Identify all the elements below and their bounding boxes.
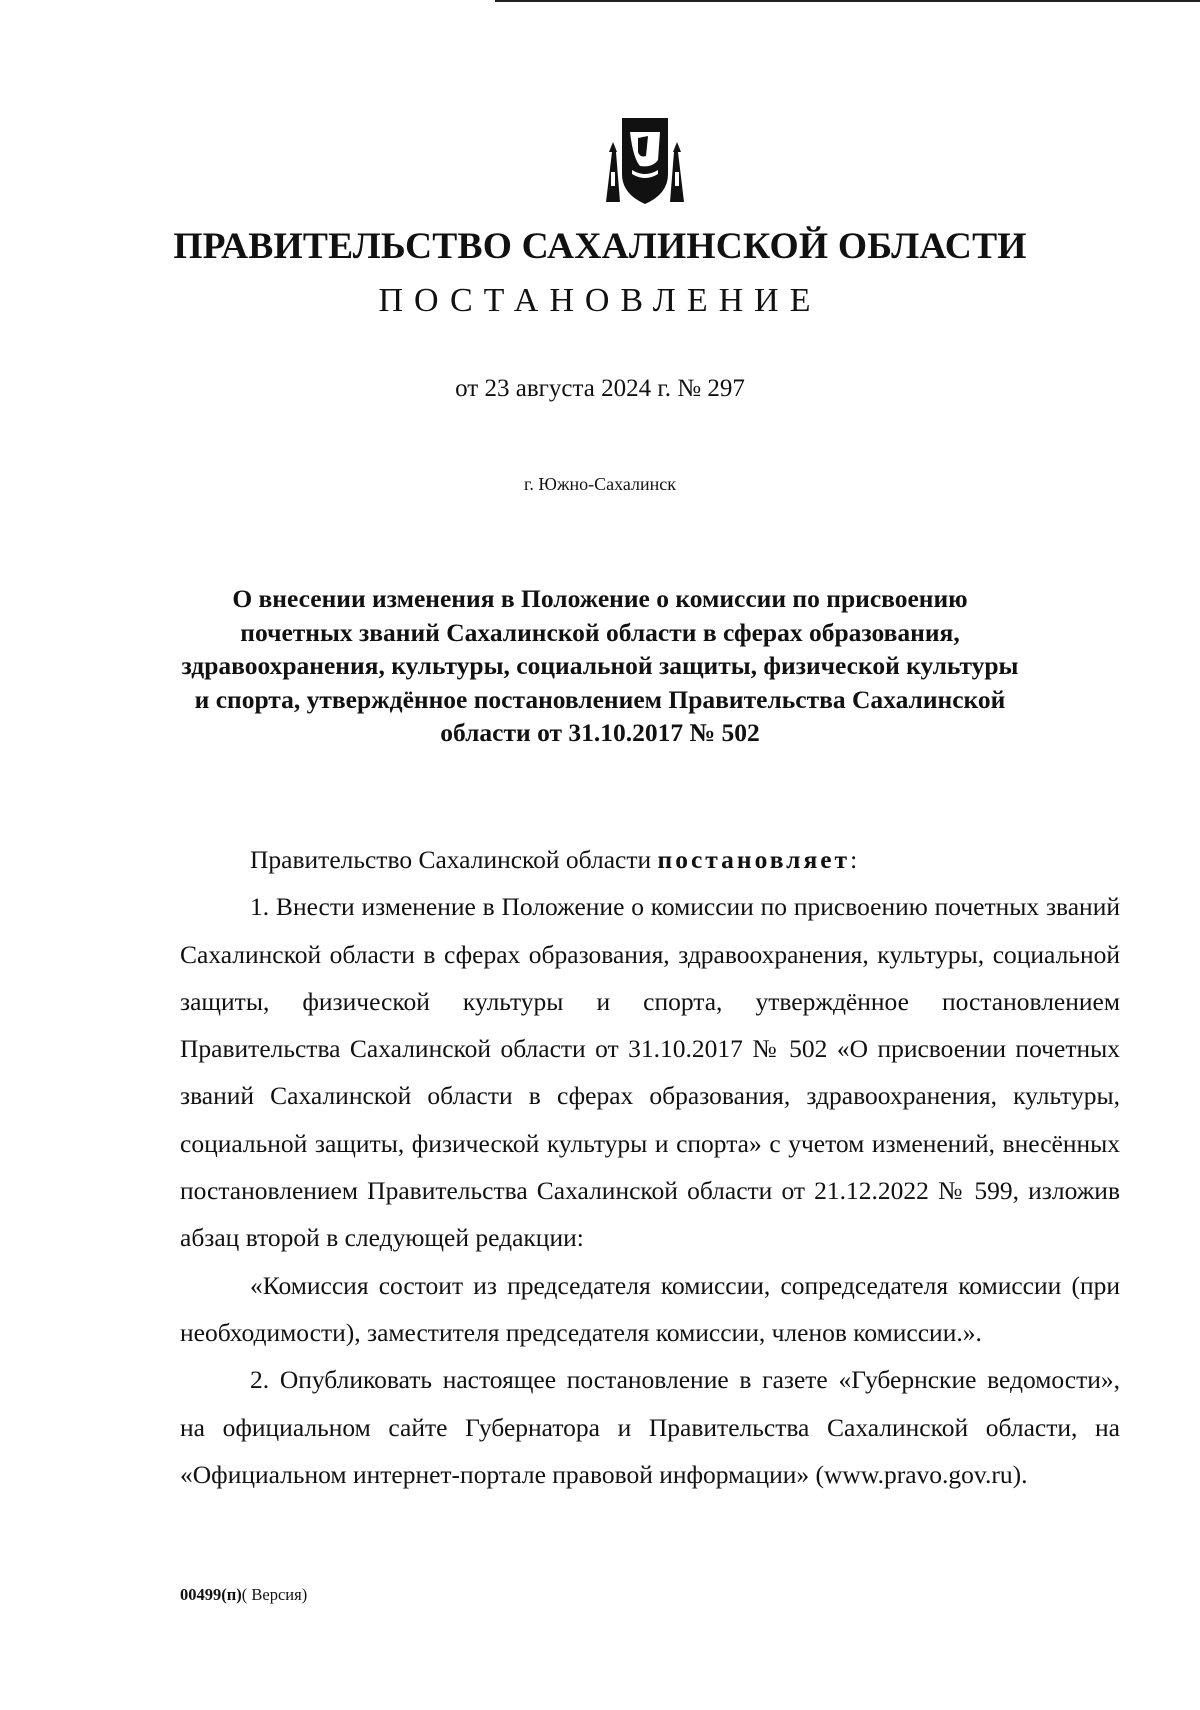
sakhalin-coat-of-arms-icon xyxy=(600,112,690,210)
document-subject xyxy=(150,582,1050,750)
subject-line: и спорта, утверждённое постановлением Правительства Сахалинской xyxy=(194,684,1006,714)
subject-line: здравоохранения, культуры, социальной защиты, физической культуры xyxy=(181,651,1019,680)
body-paragraph-2: 2. Опубликовать настоящее постановление в газете «Губернские ведомости», на официальном сайте Губернатора и Правительства Сахалинской области, на «Официальном интернет-портале правовой информации» (www.pravo.gov.ru). xyxy=(180,1365,1120,1489)
intro-paragraph xyxy=(180,836,1120,883)
intro-text: Правительство Сахалинской области xyxy=(250,845,658,874)
document-city: г. Южно-Сахалинск xyxy=(523,474,677,494)
intro-colon: : xyxy=(850,845,858,874)
organization-title: ПРАВИТЕЛЬСТВО САХАЛИНСКОЙ ОБЛАСТИ xyxy=(173,226,1027,267)
subject-line: почетных званий Сахалинской области в сферах образования, xyxy=(240,617,960,647)
top-border-line xyxy=(495,0,1200,2)
footer-document-code xyxy=(180,1585,307,1605)
document-date-number: от 23 августа 2024 г. № 297 xyxy=(455,375,745,402)
body-paragraph-quote: «Комиссия состоит из председателя комиссии, сопредседателя комиссии (при необходимости), заместителя председателя комиссии, членов комиссии.». xyxy=(180,1270,1120,1347)
intro-action-word: постановляет xyxy=(657,845,851,874)
document-body xyxy=(180,836,1120,1498)
subject-line: О внесении изменения в Положение о комиссии по присвоению xyxy=(232,584,968,613)
document-type: ПОСТАНОВЛЕНИЕ xyxy=(378,282,822,319)
footer-version: ( Версия) xyxy=(241,1585,308,1604)
subject-line: области от 31.10.2017 № 502 xyxy=(440,718,760,747)
footer-code: 00499(п) xyxy=(180,1585,242,1604)
body-paragraph-1: 1. Внести изменение в Положение о комиссии по присвоению почетных званий Сахалинской области в сферах образования, здравоохранения, культуры, социальной защиты, физической культуры и спорта, утверждённое постановлением Правительства Сахалинской области от 31.10.2017 № 502 «О присвоении почетных званий Сахалинской области в сферах образования, здравоохранения, культуры, социальной защиты, физической культуры и спорта» с учетом изменений, внесённых постановлением Правительства Сахалинской области от 21.12.2022 № 599, изложив абзац второй в следующей редакции: xyxy=(180,892,1120,1253)
